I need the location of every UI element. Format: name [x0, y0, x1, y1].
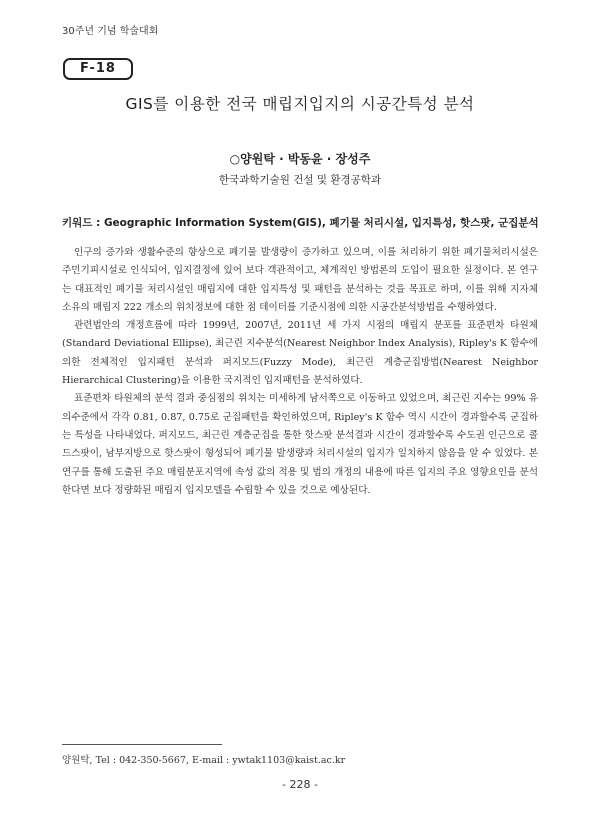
paper-affiliation: 한국과학기술원 건설 및 환경공학과: [218, 174, 382, 186]
page-number: - 228 -: [282, 778, 318, 791]
paper-title: GIS를 이용한 전국 매립지입지의 시공간특성 분석: [125, 95, 475, 113]
abstract-paragraph-1: 인구의 증가와 생활수준의 향상으로 폐기물 발생량이 증가하고 있으며, 이를 처리하기 위한 폐기물처리시설은 주민기피시설로 인식되어, 입지결정에 있어 보다 객관적이고, 체계적인 방법론의 도입이 필요한 실정이다. 본 연구는 대표적인 폐기물 처리시설인 매립지에 대한 입지특성 및 패턴을 분석하는 것을 목표로 하며, 이를 위해 지자체 소유의 매립지 222 개소의 위치정보에 대한 점 데이터를 기준시점에 의한 시공간분석방법을 수행하였다.: [62, 247, 538, 313]
footnote-divider: [62, 744, 222, 745]
running-header: 30주년 기념 학술대회: [62, 26, 159, 37]
abstract-paragraph-2: 관련법안의 개정흐름에 따라 1999년, 2007년, 2011년 세 가지 시점의 매립지 분포를 표준편차 타원체(Standard Deviational Ellipse), 최근린 지수분석(Nearest Neighbor Index Analysis), Ripley's K 함수에 의한 전체적인 입지패턴 분석과 퍼지모드(Fuzzy Mode), 최근린 계층군집방법(Nearest Neighbor Hierarchical Clustering)을 이용한 국지적인 입지패턴을 분석하였다.: [62, 320, 538, 387]
footnote-contact: 양원탁, Tel : 042-350-5667, E-mail : ywtak1103@kaist.ac.kr: [62, 755, 346, 766]
paper-code-badge: F-18: [63, 58, 133, 80]
abstract-paragraph-3: 표준편차 타원체의 분석 결과 중심점의 위치는 미세하게 남서쪽으로 이동하고 있었으며, 최근린 지수는 99% 유의수준에서 각각 0.81, 0.87, 0.75로 군집패턴을 확인하였으며, Ripley's K 함수 역시 시간이 경과할수록 군집하는 특성을 나타내었다. 퍼지모드, 최근린 계층군집을 통한 핫스팟 분석결과 시간이 경과할수록 수도권 인근으로 콜드스팟이, 남부지방으로 핫스팟이 형성되어 폐기물 발생량과 처리시설의 입지가 일치하지 않음을 알 수 있었다. 본 연구를 통해 도출된 주요 매립분포지역에 속성 값의 적용 및 법의 개정의 내용에 따른 입지의 주요 영향요인을 분석한다면 보다 정량화된 매립지 입지모델을 수립할 수 있을 것으로 예상된다.: [62, 393, 538, 496]
abstract-body: [62, 244, 538, 500]
paper-keywords: 키워드 : Geographic Information System(GIS), 폐기물 처리시설, 입지특성, 핫스팟, 군집분석: [62, 217, 539, 229]
paper-authors: ○양원탁 · 박동윤 · 장성주: [229, 152, 371, 166]
